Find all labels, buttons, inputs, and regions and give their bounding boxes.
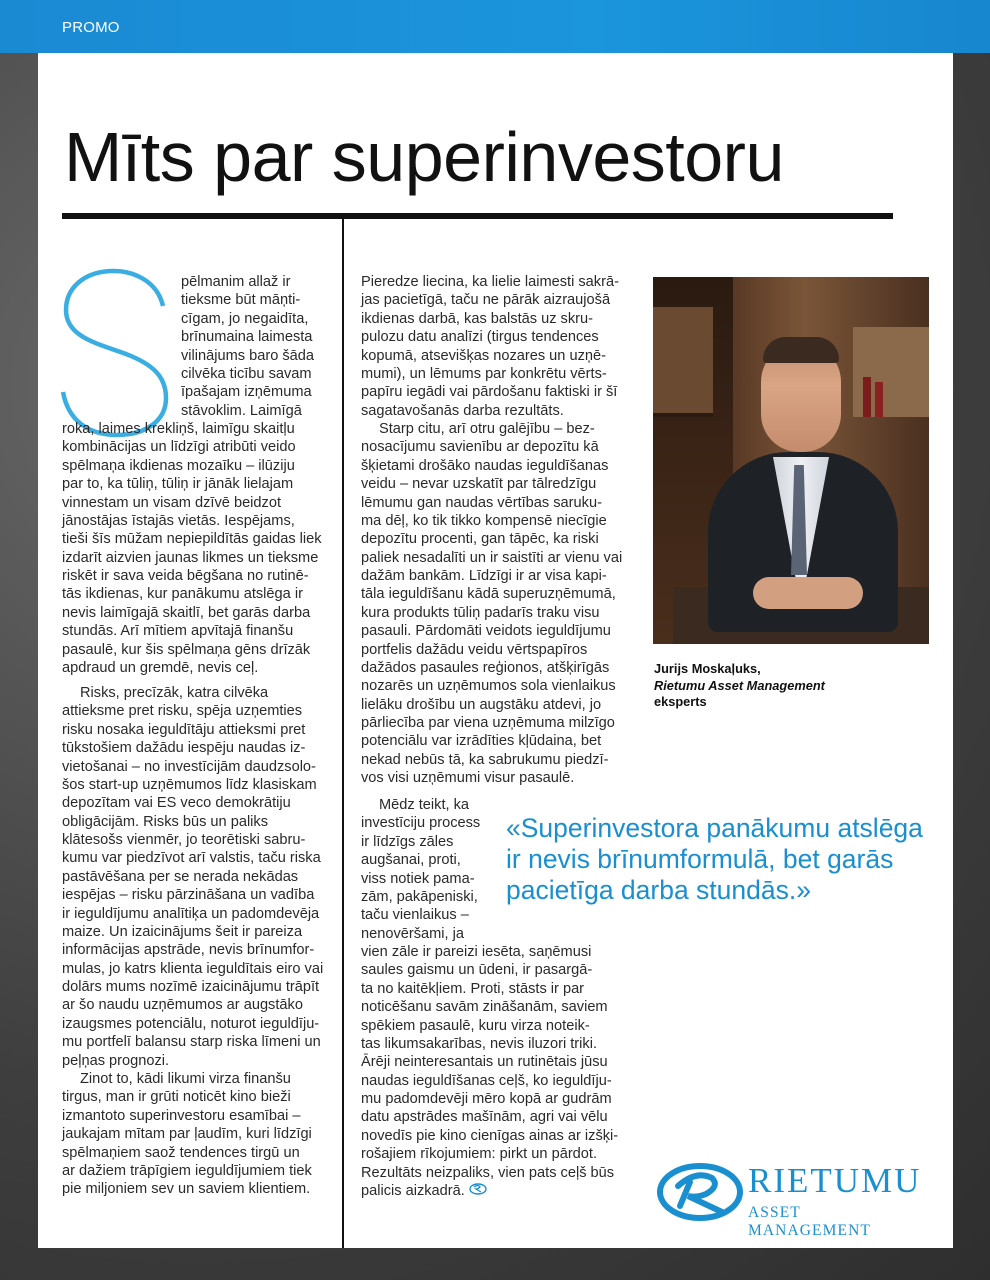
paragraph-4: Pieredze liecina, ka lielie laimesti sakrā- jas pacietīgā, taču ne pārāk aizraujošā ikdienas darbā, kas balstās uz skru- pulozu datu analīzi (tirgus tendences kopumā, atsevišķas nozares un uzņē- mumi), un lēmums par konkrētu vērts- papīru iegādi vai pārdošanu faktiski ir šī sagatavošanās darba rezultāts. (361, 274, 619, 419)
column-divider (342, 219, 344, 1248)
article-title: Mīts par superinvestoru (64, 118, 784, 196)
section-label: PROMO (62, 19, 120, 36)
caption-role: eksperts (654, 694, 707, 709)
rietumu-end-mark-icon (469, 1183, 487, 1195)
rietumu-logo (656, 1160, 926, 1239)
paragraph-6: Mēdz teikt, ka investīciju process ir līdzīgs zāles augšanai, proti, viss notiek pama- zām, pakāpeniski, taču vienlaikus – nenovēršami, ja (361, 797, 481, 942)
rietumu-logo-icon (656, 1160, 746, 1224)
caption-name: Jurijs Moskaļuks, (654, 661, 761, 676)
logo-subtitle: ASSET MANAGEMENT (748, 1204, 871, 1239)
paragraph-3: Zinot to, kādi likumi virza finanšu tirgus, man ir grūti noticēt kino bieži izmantoto superinvestoru esamībai – jaukajam mītam par ļaudīm, kuri līdzīgi spēlmaņiem saož tendences tirgū un ar dažiem trāpīgiem ieguldījumiem tiek pie miljoniem sev un saviem klientiem. (62, 1071, 312, 1198)
title-divider (62, 213, 893, 219)
portrait-photo (653, 277, 929, 644)
paragraph-6-continued (361, 943, 641, 1200)
paragraph-1: roka, laimes krekliņš, laimīgu skaitļu kombinācijas un līdzīgi atribūti veido spēlmaņa ikdienas mozaīku – ilūziju par to, ka tūliņ, tūliņ ir jānāk lielajam vinnestam un visam dzīvē beidzot jānostājas īstajās vietās. Iespējams, tieši šīs mūžam nepiepildītās gaidas liek izdarīt aizvien jaunas likmes un tieksme riskēt ir sava veida bēgšana no rutinē- tās ikdienas, kur panākumu atslēga ir nevis laimīgajā skaitlī, bet garās darba stundās. Arī mītiem apvītajā finanšu pasaulē, kur šis spēlmaņa gēns drīzāk apdraud un gremdē, nevis ceļ. (62, 421, 322, 676)
top-banner (0, 0, 990, 53)
paragraph-2: Risks, precīzāk, katra cilvēka attieksme pret risku, spēja uzņemties risku nosaka ieguldītāju attieksmi pret tūkstošiem dažādu iespēju naudas iz- vietošanai – no investīcijām daudzsolo- šos start-up uzņēmumos līdz klasiskam depozītam vai ES veco demokrātiju obligācijām. Risks būs un paliks klātesošs vienmēr, jo teorētiski sabru- kumu var piedzīvot arī valstis, taču riska pastāvēšana per se nerada nekādas iespējas – risku pārzināšana un vadība ir ieguldījumu analītiķa un padomdevēja maize. Un izaicinājums šeit ir pareiza informācijas apstrāde, nevis brīnumfor- mulas, jo katrs klienta ieguldītais eiro vai dolārs mums nozīmē izaicinājumu trāpīt ar šo naudu uzņēmumos ar augstāko izaugsmes potenciālu, noturot ieguldīju- mu portfelī balansu starp riska līmeni un peļņas prognozi. (62, 685, 324, 1069)
drop-cap-s (60, 268, 170, 438)
paragraph-intro: pēlmanim allaž ir tieksme būt māņti- cīgam, jo negaidīta, brīnumaina laimesta vilinājums baro šāda cilvēka ticību savam īpašajam izņēmuma stāvoklim. Laimīgā (181, 274, 315, 419)
pull-quote: «Superinvestora panākumu atslēga ir nevis brīnumformulā, bet garās pacietīga darba stundās.» (506, 813, 923, 905)
photo-caption (654, 661, 825, 711)
logo-name: RIETUMU (748, 1161, 922, 1200)
paragraph-6-text: vien zāle ir pareizi iesēta, saņēmusi saules gaismu un ūdeni, ir pasargā- ta no kaitēkļiem. Proti, stāsts ir par noticēšanu savām zināšanām, saviem spēkiem pasaulē, kuru virza noteik- tas likumsakarības, nevis iluzori triki. Ārēji neinteresantais un rutinētais jūsu naudas ieguldīšanas ceļš, ko ieguldīju- mu padomdevēji mēro kopā ar gudrām datu apstrādes mašīnām, agri vai vēlu novedīs pie kino cienīgas ainas ar izšķi- rošajiem rīkojumiem: pirkt un pārdot. Rezultāts neizpaliks, vien pats ceļš būs palicis aizkadrā. (361, 944, 619, 1199)
caption-company: Rietumu Asset Management (654, 677, 825, 693)
paragraph-5: Starp citu, arī otru galējību – bez- nosacījumu savienību ar depozītu kā šķietami drošāko naudas ieguldīšanas veidu – nevar uzskatīt par tālredzīgu lēmumu gan naudas vērtības saruku- ma dēļ, ko tik tikko kompensē niecīgie depozītu procenti, gan tāpēc, ka riski paliek nesadalīti un ir saistīti ar vienu vai dažām bankām. Līdzīgi ir ar visa kapi- tāla ieguldīšanu kādā superuzņēmumā, kura produkts tūliņ padarīs traku visu pasauli. Pārdomāti veidots ieguldījumu portfelis dažādu veidu vērtspapīros dažādos pasaules reģionos, atšķirīgās nozarēs un uzņēmumos sola vienlaikus lielāku drošību un augstāku atdevi, jo pārliecība par viena uzņēmuma milzīgo potenciālu var izrādīties kļūdaina, bet nekad nebūs tā, ka sabrukumu piedzī- vos visi uzņēmumi visur pasaulē. (361, 421, 623, 787)
